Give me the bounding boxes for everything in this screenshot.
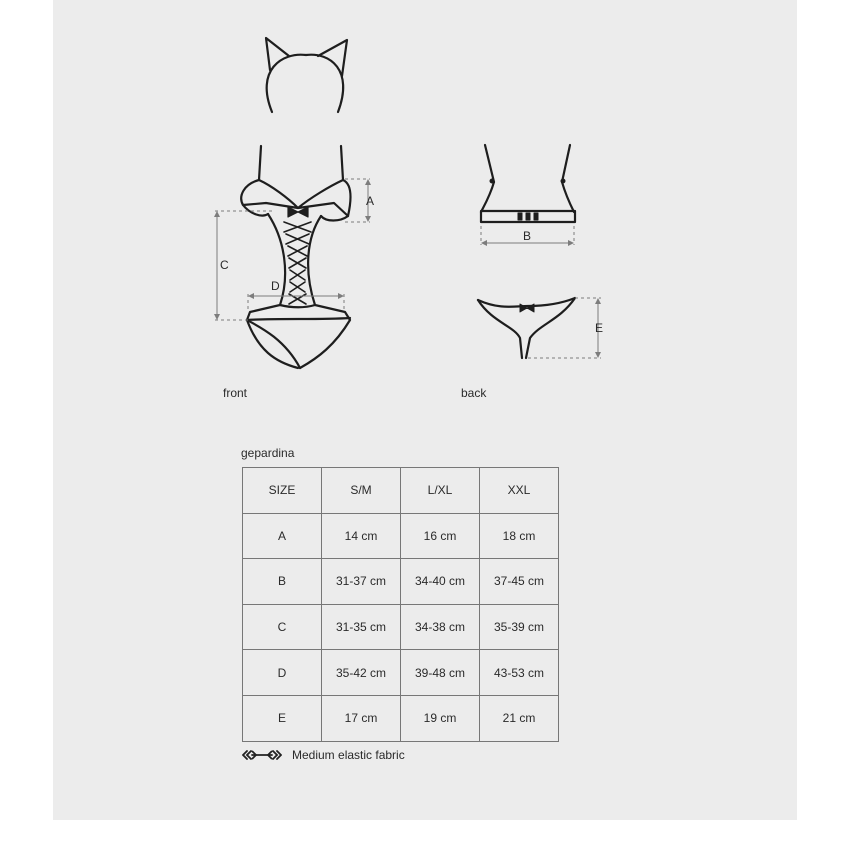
table-row (243, 559, 559, 605)
table-cell: 43-53 cm (480, 650, 559, 696)
table-cell: B (243, 559, 322, 605)
table-row (243, 513, 559, 559)
table-cell: 21 cm (480, 695, 559, 741)
table-cell: 18 cm (480, 513, 559, 559)
table-cell: 16 cm (401, 513, 480, 559)
table-cell: 17 cm (322, 695, 401, 741)
back-bra-icon (481, 145, 575, 222)
back-thong-icon (478, 298, 575, 358)
size-table (242, 467, 559, 742)
table-row (243, 650, 559, 696)
table-cell: 31-37 cm (322, 559, 401, 605)
back-view-label: back (461, 386, 487, 400)
measure-label-a: A (366, 194, 375, 208)
front-bodysuit-icon (241, 146, 350, 368)
lacing-icon (284, 222, 311, 304)
table-cell: 34-40 cm (401, 559, 480, 605)
product-name: gepardina (241, 446, 295, 460)
fabric-legend (242, 748, 405, 762)
measure-label-b: B (523, 229, 532, 243)
header-cell: SIZE (243, 468, 322, 514)
header-cell: S/M (322, 468, 401, 514)
table-cell: 19 cm (401, 695, 480, 741)
table-cell: 34-38 cm (401, 604, 480, 650)
legend-text: Medium elastic fabric (292, 748, 405, 762)
measure-label-d: D (271, 279, 280, 293)
front-view-label: front (223, 386, 248, 400)
table-cell: E (243, 695, 322, 741)
measure-label-c: C (220, 258, 229, 272)
table-cell: A (243, 513, 322, 559)
elastic-fabric-icon (242, 749, 282, 761)
table-cell: 14 cm (322, 513, 401, 559)
cat-ears-headband-icon (266, 38, 347, 112)
table-cell: 37-45 cm (480, 559, 559, 605)
table-cell: 35-42 cm (322, 650, 401, 696)
table-cell: 39-48 cm (401, 650, 480, 696)
table-cell: 35-39 cm (480, 604, 559, 650)
table-cell: D (243, 650, 322, 696)
table-row (243, 604, 559, 650)
table-row (243, 695, 559, 741)
measure-label-e: E (595, 321, 604, 335)
header-cell: XXL (480, 468, 559, 514)
table-cell: C (243, 604, 322, 650)
table-header-row (243, 468, 559, 514)
table-cell: 31-35 cm (322, 604, 401, 650)
header-cell: L/XL (401, 468, 480, 514)
